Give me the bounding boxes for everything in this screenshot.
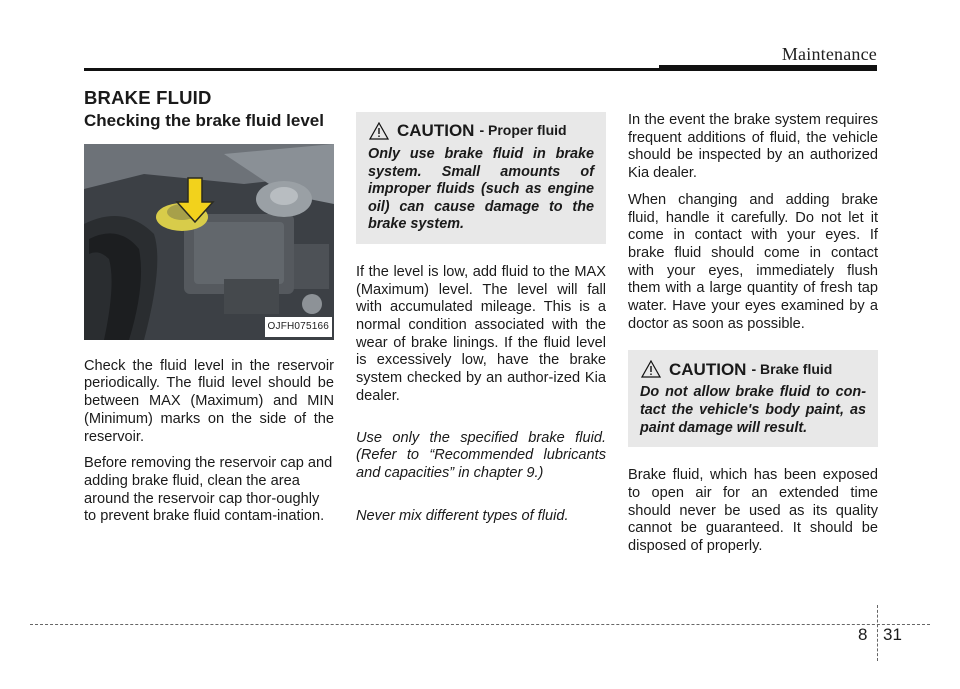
header-rule-accent <box>659 65 877 71</box>
engine-bay-illustration <box>84 144 334 340</box>
chapter-number: 8 <box>858 625 868 644</box>
column-right <box>628 112 878 565</box>
footer-divider <box>877 605 878 661</box>
caution-heading <box>366 122 596 140</box>
column-middle <box>356 112 606 550</box>
paragraph: Brake fluid, which has been exposed to open air for an extended time should never be used as its quality cannot be guaranteed. It should be disposed of properly. <box>628 467 878 555</box>
caution-label: CAUTION <box>397 121 475 141</box>
paragraph: Check the fluid level in the reservoir periodically. The fluid level should be between MAX (Maximum) and MIN (Minimum) marks on the side of the reservoir. <box>84 357 334 445</box>
paragraph: If the level is low, add fluid to the MAX (Maximum) level. The level will fall with accumulated mileage. This is a normal condition associated with the wear of brake linings. If the fluid level is excessively low, have the brake system checked by an author-ized Kia dealer. <box>356 263 606 404</box>
italic-note: Use only the specified brake fluid. (Refer to “Recommended lubricants and capacities” in chapter 9.) <box>356 429 606 481</box>
subheading: Checking the brake fluid level <box>84 111 324 130</box>
section-title: BRAKE FLUID <box>84 87 212 108</box>
caution-label: CAUTION <box>669 359 747 379</box>
italic-note: Never mix different types of fluid. <box>356 507 569 524</box>
caution-text: Only use brake fluid in brake system. Small amounts of improper fluids (such as engine oil) can cause damage to the brake system. <box>368 146 594 233</box>
paragraph: When changing and adding brake fluid, handle it carefully. Do not let it come in contact with your eyes. If brake fluid should come in contact with your eyes, immediately flush them with a large quantity of fresh tap water. Have your eyes examined by a doctor as soon as possible. <box>628 191 878 332</box>
caution-box-proper-fluid <box>356 112 606 244</box>
engine-bay-photo <box>84 144 334 340</box>
caution-subtitle: - Proper fluid <box>479 122 567 139</box>
column-left <box>84 112 334 535</box>
caution-box-brake-fluid <box>628 350 878 447</box>
warning-triangle-icon <box>641 360 661 378</box>
image-code: OJFH075166 <box>265 317 332 337</box>
caution-heading <box>638 360 868 378</box>
warning-triangle-icon <box>369 122 389 140</box>
caution-text: Do not allow brake fluid to con-tact the vehicle's body paint, as paint damage will result. <box>640 384 866 436</box>
caution-subtitle: - Brake fluid <box>751 360 833 377</box>
running-header: Maintenance <box>781 44 877 64</box>
footer-rule <box>30 624 930 625</box>
paragraph: Before removing the reservoir cap and adding brake fluid, clean the area around the reservoir cap thor-oughly to prevent brake fluid contam-ination. <box>84 455 333 525</box>
page-number: 31 <box>883 625 902 644</box>
paragraph: In the event the brake system requires frequent additions of fluid, the vehicle should be inspected by an authorized Kia dealer. <box>628 112 878 182</box>
